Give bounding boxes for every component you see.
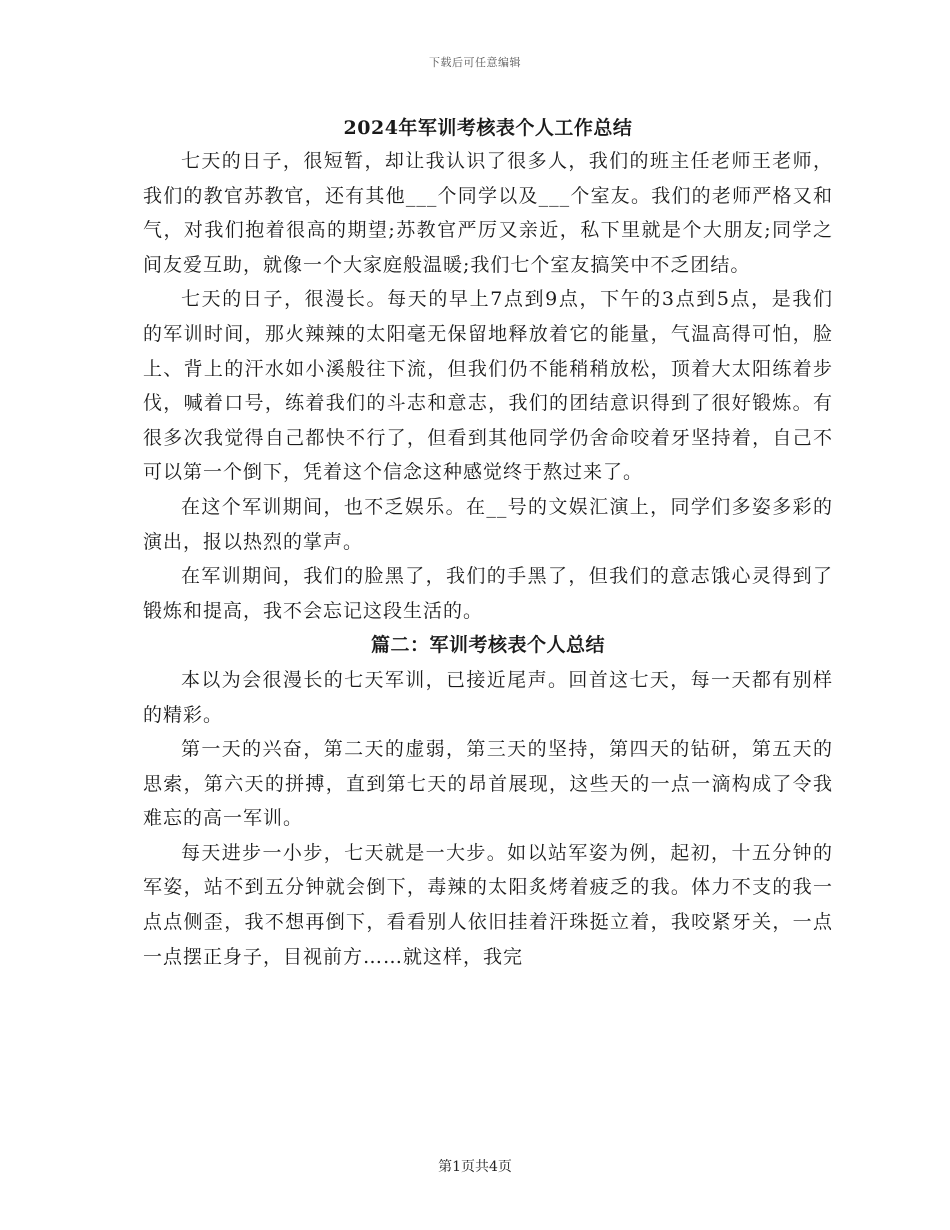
document-body bbox=[143, 112, 833, 974]
paragraph: 第一天的兴奋，第二天的虚弱，第三天的坚持，第四天的钻研，第五天的思索，第六天的拼搏，直到第七天的昂首展现，这些天的一点一滴构成了令我难忘的高一军训。 bbox=[143, 738, 833, 830]
paragraph: 每天进步一小步，七天就是一大步。如以站军姿为例，起初，十五分钟的军姿，站不到五分钟就会倒下，毒辣的太阳炙烤着疲乏的我。体力不支的我一点点侧歪，我不想再倒下，看看别人依旧挂着汗珠挺立着，我咬紧牙关，一点一点摆正身子，目视前方……就这样，我完 bbox=[143, 841, 833, 968]
paragraph: 本以为会很漫长的七天军训，已接近尾声。回首这七天，每一天都有别样的精彩。 bbox=[143, 668, 833, 726]
paragraph: 在军训期间，我们的脸黑了，我们的手黑了，但我们的意志饿心灵得到了锻炼和提高，我不会忘记这段生活的。 bbox=[143, 565, 833, 622]
header-note: 下载后可任意编辑 bbox=[429, 56, 521, 69]
section-title: 篇二：军训考核表个人总结 bbox=[370, 634, 605, 657]
document-title: 2024年军训考核表个人工作总结 bbox=[343, 117, 633, 139]
paragraph: 七天的日子，很漫长。每天的早上7点到9点，下午的3点到5点，是我们的军训时间，那火辣辣的太阳毫无保留地释放着它的能量，气温高得可怕，脸上、背上的汗水如小溪般往下流，但我们仍不能稍稍放松，顶着大太阳练着步伐，喊着口号，练着我们的斗志和意志，我们的团结意识得到了很好锻炼。有很多次我觉得自己都快不行了，但看到其他同学仍舍命咬着牙坚持着，自己不可以第一个倒下，凭着这个信念这种感觉终于熬过来了。 bbox=[143, 288, 833, 484]
paragraph: 在这个军训期间，也不乏娱乐。在__号的文娱汇演上，同学们多姿多彩的演出，报以热烈的掌声。 bbox=[143, 495, 833, 553]
paragraph: 七天的日子，很短暂，却让我认识了很多人，我们的班主任老师王老师，我们的教官苏教官，还有其他___个同学以及___个室友。我们的老师严格又和气，对我们抱着很高的期望;苏教官严厉又亲近，私下里就是个大朋友;同学之间友爱互助，就像一个大家庭般温暖;我们七个室友搞笑中不乏团结。 bbox=[143, 150, 833, 276]
page-number-footer: 第1页共4页 bbox=[438, 1159, 512, 1175]
